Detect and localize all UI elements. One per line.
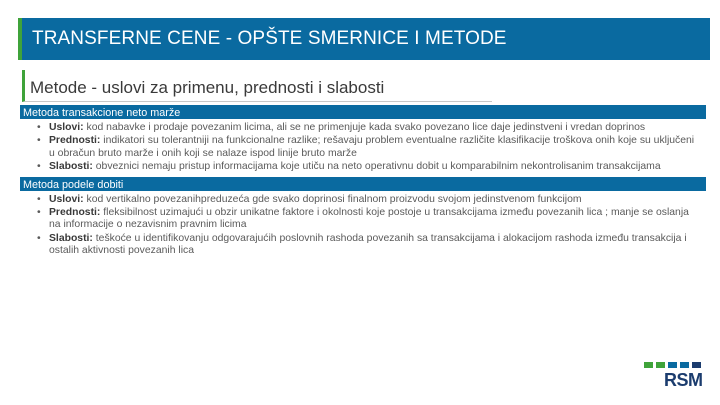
page-title: TRANSFERNE CENE - OPŠTE SMERNICE I METODE <box>32 28 507 49</box>
title-bar <box>18 18 710 60</box>
item-label: Uslovi: <box>49 193 84 205</box>
logo-square <box>656 362 665 368</box>
logo-square <box>680 362 689 368</box>
list-item <box>20 135 706 160</box>
item-label: Uslovi: <box>49 122 84 133</box>
list-item <box>20 233 706 258</box>
list-item <box>20 122 706 134</box>
item-text: fleksibilnost uzimajući u obzir unikatne faktore i okolnosti koje postoje u transakcijama između povezanih lica ; manje se oslanja na informacije o nezavisnim pravnim licima <box>49 207 689 231</box>
bullet-icon: • <box>37 193 41 205</box>
section-heading: Metoda podele dobiti <box>20 177 706 191</box>
list-item <box>20 161 706 173</box>
bullet-icon: • <box>37 135 41 147</box>
logo-text: RSM <box>664 370 703 390</box>
subtitle: Metode - uslovi za primenu, prednosti i slabosti <box>30 78 385 97</box>
section-list <box>20 194 706 258</box>
bullet-icon: • <box>37 232 41 244</box>
bullet-icon: • <box>37 122 41 133</box>
item-label: Slabosti: <box>49 161 93 173</box>
logo-squares-icon <box>644 362 708 370</box>
item-text: teškoće u identifikovanju odgovarajućih poslovnih rashoda povezanih sa transakcijama i alokacijom rashoda između transakcija i ostalih aktivnosti povezanih lica <box>49 232 687 257</box>
item-label: Prednosti: <box>49 207 101 219</box>
item-text: kod vertikalno povezanihpreduzeća gde svako doprinosi finalnom proizvodu svojom jedinstvenom funkcijom <box>83 193 582 205</box>
bullet-icon: • <box>37 207 41 219</box>
bullet-icon: • <box>37 161 41 173</box>
list-item <box>20 194 706 206</box>
logo-square <box>644 362 653 368</box>
logo-square <box>668 362 677 368</box>
item-label: Slabosti: <box>49 232 93 244</box>
content-area <box>20 105 706 261</box>
section-heading: Metoda transakcione neto marže <box>20 105 706 119</box>
item-text: obveznici nemaju pristup informacijama koje utiču na neto operativnu dobit u komparabilnim nekontrolisanim transakcijama <box>92 161 661 173</box>
item-text: indikatori su tolerantniji na funkcionalne razlike; rešavaju problem eventualne različite klasifikacije troškova onih koje su uključeni u obračun bruto marže i onih koji se nalaze ispod linije bruto marže <box>49 135 695 159</box>
list-item <box>20 207 706 232</box>
item-label: Prednosti: <box>49 135 101 147</box>
logo-square <box>692 362 701 368</box>
subtitle-bar <box>22 70 492 102</box>
rsm-logo <box>644 362 708 392</box>
section-list <box>20 122 706 174</box>
item-text: kod nabavke i prodaje povezanim licima, ali se ne primenjuje kada svako povezano lice daje jedinstveni i vredan doprinos <box>83 122 646 133</box>
